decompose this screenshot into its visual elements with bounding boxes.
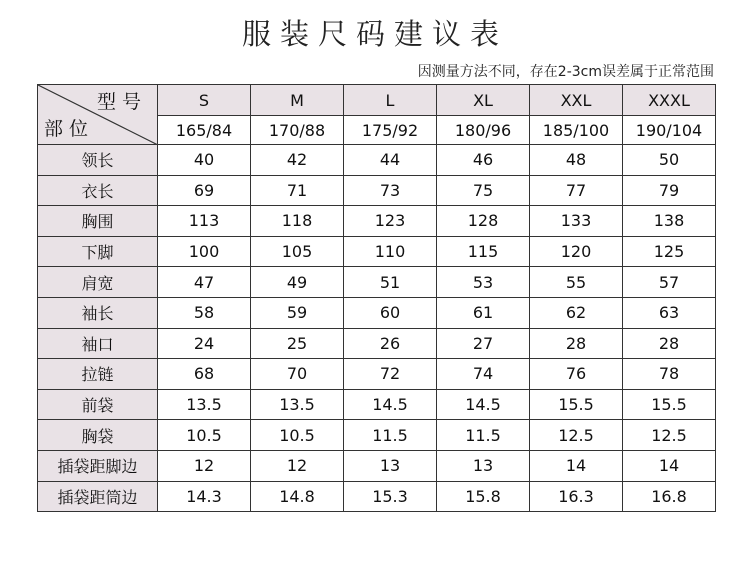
spec-header: 175/92: [344, 116, 437, 145]
table-cell: 47: [158, 267, 251, 298]
table-cell: 50: [623, 145, 716, 176]
table-cell: 69: [158, 175, 251, 206]
spec-header: 170/88: [251, 116, 344, 145]
table-cell: 62: [530, 297, 623, 328]
table-cell: 110: [344, 236, 437, 267]
table-cell: 13.5: [251, 389, 344, 420]
table-cell: 105: [251, 236, 344, 267]
corner-label-part: 部位: [44, 118, 95, 140]
table-cell: 12: [158, 450, 251, 481]
row-label: 下脚: [38, 236, 158, 267]
row-label: 肩宽: [38, 267, 158, 298]
table-cell: 71: [251, 175, 344, 206]
size-header: XXXL: [623, 85, 716, 116]
row-label: 拉链: [38, 359, 158, 390]
table-cell: 70: [251, 359, 344, 390]
table-cell: 16.3: [530, 481, 623, 512]
table-cell: 13: [437, 450, 530, 481]
table-cell: 11.5: [437, 420, 530, 451]
row-label: 袖口: [38, 328, 158, 359]
table-cell: 28: [623, 328, 716, 359]
table-cell: 10.5: [158, 420, 251, 451]
row-label: 插袋距脚边: [38, 450, 158, 481]
table-cell: 48: [530, 145, 623, 176]
table-cell: 68: [158, 359, 251, 390]
table-cell: 14: [623, 450, 716, 481]
row-label: 插袋距筒边: [38, 481, 158, 512]
table-cell: 72: [344, 359, 437, 390]
corner-label-size: 型号: [96, 91, 147, 113]
table-cell: 40: [158, 145, 251, 176]
table-cell: 123: [344, 206, 437, 237]
size-header: L: [344, 85, 437, 116]
row-label: 袖长: [38, 297, 158, 328]
table-cell: 25: [251, 328, 344, 359]
table-cell: 63: [623, 297, 716, 328]
table-cell: 44: [344, 145, 437, 176]
table-row: [38, 420, 716, 451]
table-cell: 13.5: [158, 389, 251, 420]
table-row: [38, 389, 716, 420]
row-label: 前袋: [38, 389, 158, 420]
table-cell: 77: [530, 175, 623, 206]
table-cell: 57: [623, 267, 716, 298]
table-cell: 14.5: [344, 389, 437, 420]
table-cell: 27: [437, 328, 530, 359]
row-label: 领长: [38, 145, 158, 176]
table-cell: 128: [437, 206, 530, 237]
table-cell: 113: [158, 206, 251, 237]
table-row: [38, 328, 716, 359]
size-chart-table: [37, 84, 716, 512]
size-header: M: [251, 85, 344, 116]
table-cell: 133: [530, 206, 623, 237]
table-cell: 73: [344, 175, 437, 206]
table-cell: 12: [251, 450, 344, 481]
table-cell: 58: [158, 297, 251, 328]
table-cell: 24: [158, 328, 251, 359]
table-cell: 61: [437, 297, 530, 328]
table-row: [38, 359, 716, 390]
table-cell: 125: [623, 236, 716, 267]
table-row: [38, 236, 716, 267]
table-cell: 15.8: [437, 481, 530, 512]
table-cell: 14.5: [437, 389, 530, 420]
table-cell: 16.8: [623, 481, 716, 512]
table-cell: 10.5: [251, 420, 344, 451]
size-header: S: [158, 85, 251, 116]
table-cell: 15.5: [530, 389, 623, 420]
size-header: XL: [437, 85, 530, 116]
table-cell: 42: [251, 145, 344, 176]
table-row: [38, 267, 716, 298]
table-cell: 26: [344, 328, 437, 359]
table-row: [38, 206, 716, 237]
table-cell: 15.5: [623, 389, 716, 420]
table-cell: 120: [530, 236, 623, 267]
row-label: 胸围: [38, 206, 158, 237]
spec-header: 180/96: [437, 116, 530, 145]
table-cell: 51: [344, 267, 437, 298]
table-cell: 46: [437, 145, 530, 176]
row-label: 胸袋: [38, 420, 158, 451]
table-cell: 14.8: [251, 481, 344, 512]
table-cell: 55: [530, 267, 623, 298]
spec-header: 190/104: [623, 116, 716, 145]
table-cell: 138: [623, 206, 716, 237]
table-row: [38, 481, 716, 512]
table-cell: 59: [251, 297, 344, 328]
spec-header: 185/100: [530, 116, 623, 145]
table-cell: 14.3: [158, 481, 251, 512]
page-title: 服装尺码建议表: [241, 17, 508, 51]
table-row: [38, 175, 716, 206]
table-cell: 115: [437, 236, 530, 267]
table-cell: 76: [530, 359, 623, 390]
size-header-row: [38, 85, 716, 116]
measurement-note: 因测量方法不同，存在2-3cm误差属于正常范围: [417, 64, 714, 80]
table-cell: 78: [623, 359, 716, 390]
table-cell: 49: [251, 267, 344, 298]
table-cell: 15.3: [344, 481, 437, 512]
table-cell: 28: [530, 328, 623, 359]
table-row: [38, 297, 716, 328]
size-header: XXL: [530, 85, 623, 116]
table-cell: 11.5: [344, 420, 437, 451]
table-cell: 100: [158, 236, 251, 267]
table-cell: 12.5: [623, 420, 716, 451]
table-cell: 13: [344, 450, 437, 481]
table-cell: 60: [344, 297, 437, 328]
corner-header-cell: [38, 85, 158, 145]
table-cell: 53: [437, 267, 530, 298]
table-cell: 74: [437, 359, 530, 390]
spec-header: 165/84: [158, 116, 251, 145]
table-cell: 79: [623, 175, 716, 206]
row-label: 衣长: [38, 175, 158, 206]
table-row: [38, 145, 716, 176]
table-cell: 14: [530, 450, 623, 481]
table-cell: 12.5: [530, 420, 623, 451]
table-cell: 75: [437, 175, 530, 206]
table-row: [38, 450, 716, 481]
table-cell: 118: [251, 206, 344, 237]
